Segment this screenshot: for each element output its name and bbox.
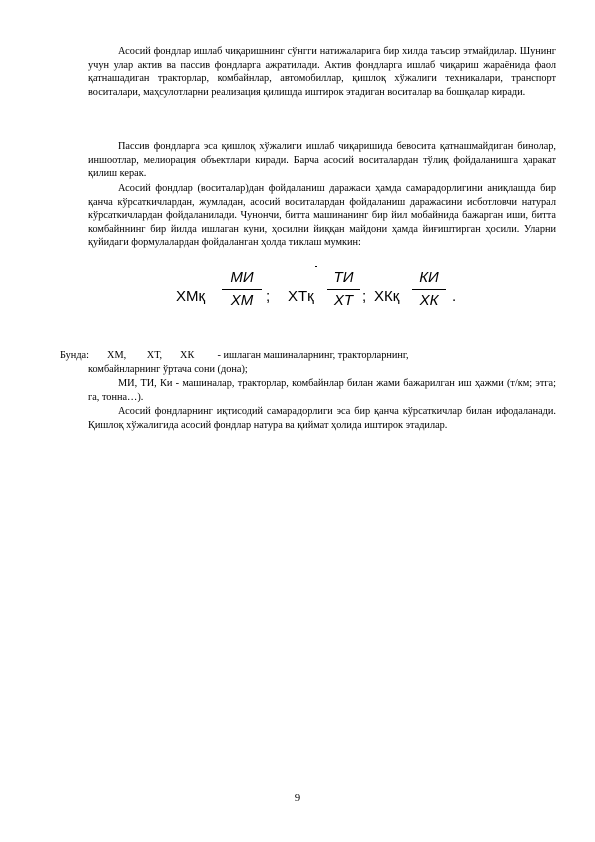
formula-2-lhs: ХТқ <box>288 288 314 305</box>
paragraph-4: МИ, ТИ, Ки - машиналар, тракторлар, комбайнлар билан жами бажарилган иш ҳажми (т/км; этга; га, тонна…). <box>88 378 556 403</box>
paragraph-3: Асосий фондлар (воситалар)дан фойдаланиш даражаси ҳамда самарадорлигини аниқлашда бир қанча кўрсаткичлардан, жумладан, асосий воситалардан фойдаланиш даражасини исботловчи натурал кўрсаткичлардан фойдаланилади. Чунончи, битта машинанинг бир йил мобайнида бажарган иши, битта комбайннинг бир йилда ишлаган куни, ҳосилни йиққан майдони ҳамда йиғиштирган ҳосили. Уларни қуйидаги формулалардан фойдаланган ҳолда тиклаш мумкин: <box>88 183 556 249</box>
formula-end-period: . <box>452 288 457 305</box>
formula-3-fraction <box>412 268 446 310</box>
formula-block <box>0 266 595 344</box>
separator-1: ; <box>266 288 271 305</box>
fraction-bar <box>327 289 360 290</box>
paragraph-1: Асосий фондлар ишлаб чиқаришнинг сўнгги натижаларига бир хилда таъсир этмайдилар. Шунинг учун улар актив ва пассив фондларга ажратилади. Актив фондларга ишлаб чиқариш жараёнида фаол қатнашадиган тракторлар, комбайнлар, автомобиллар, қишлоқ хўжалиги техникалари, транспорт воситалари, маҳсулотларни реализация қилишда иштирок этадиган воситалар ва бошқалар киради. <box>88 46 556 98</box>
formula-1-lhs: ХМқ <box>176 288 206 305</box>
formula-3-numerator: КИ <box>419 269 439 286</box>
formula-1-fraction <box>222 268 262 310</box>
formula-1-denominator: ХМ <box>230 292 254 309</box>
formula-1-numerator: МИ <box>230 269 254 286</box>
formula-2-denominator: ХТ <box>333 292 354 309</box>
formula-3-denominator: ХК <box>419 292 439 309</box>
bunda-line-2: комбайнларнинг ўртача сони (дона); <box>88 364 248 375</box>
bunda-line-1: Бунда: ХМ, ХТ, ХК - ишлаган машиналарнинг, тракторларнинг, <box>60 350 409 361</box>
formula-2-numerator: ТИ <box>333 269 354 286</box>
separator-2: ; <box>362 288 367 305</box>
formula-3-lhs: ХКқ <box>374 288 400 305</box>
fraction-bar <box>222 289 262 290</box>
paragraph-5: Асосий фондларнинг иқтисодий самарадорлиги эса бир қанча кўрсаткичлар билан ифодаланади. Қишлоқ хўжалигида асосий фондлар натура ва қиймат ҳолида иштирок этадилар. <box>88 406 556 431</box>
page-number: 9 <box>294 793 301 804</box>
paragraph-2: Пассив фондларга эса қишлоқ хўжалиги ишлаб чиқаришида бевосита қатнашмайдиган бинолар, иншоотлар, мелиорация объектлари киради. Барча асосий воситалардан тўлиқ фойдаланишга ҳаракат қилиш керак. <box>88 141 556 180</box>
formula-2-fraction <box>327 268 360 310</box>
fraction-bar <box>412 289 446 290</box>
